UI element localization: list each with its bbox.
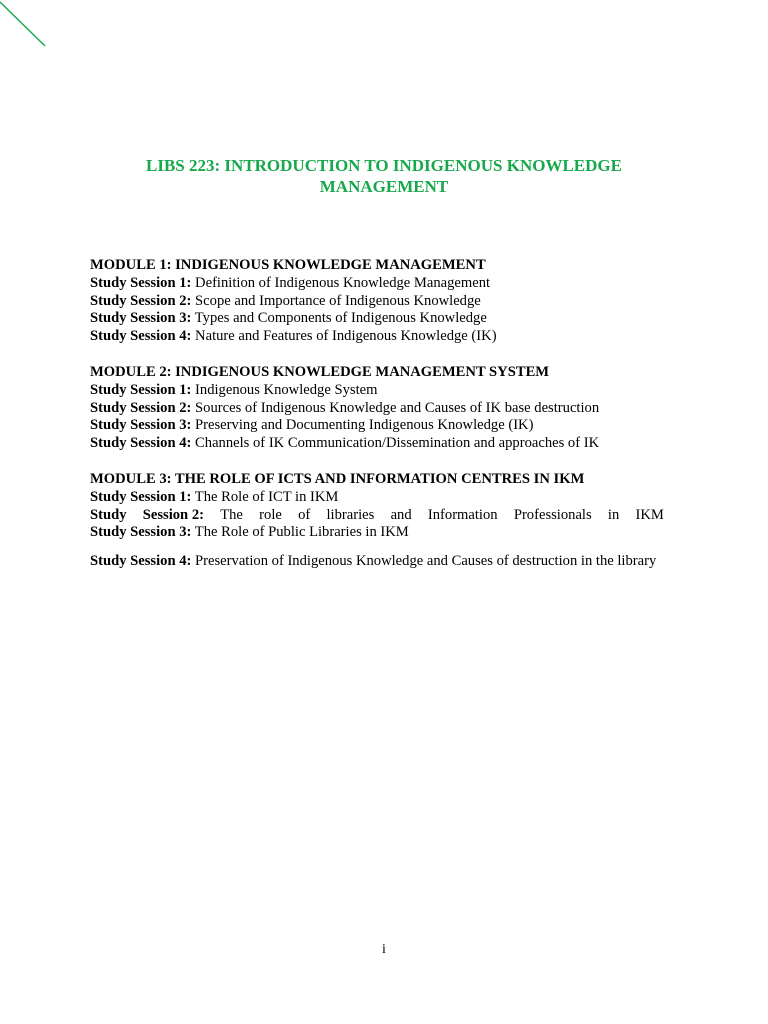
corner-fold-line xyxy=(0,0,50,50)
session-label: Study Session 3: xyxy=(90,524,192,541)
document-title: LIBS 223: INTRODUCTION TO INDIGENOUS KNOWLEDGE MANAGEMENT xyxy=(146,156,622,196)
session-word: libraries xyxy=(326,506,375,523)
session-label: Study Session 4: xyxy=(90,328,192,345)
session-word: in xyxy=(607,506,620,523)
session-label: Study Session 2: xyxy=(90,292,192,309)
module-3-session-2 xyxy=(90,507,664,525)
module-3-session-1 xyxy=(90,489,664,507)
session-word: Professionals xyxy=(513,506,592,523)
module-1-heading: MODULE 1: INDIGENOUS KNOWLEDGE MANAGEMENT xyxy=(90,257,486,273)
module-2-session-1 xyxy=(90,382,664,400)
session-word: of xyxy=(298,506,311,523)
session-title: Types and Components of Indigenous Knowledge xyxy=(194,310,487,327)
module-1-session-3 xyxy=(90,310,664,328)
module-3 xyxy=(90,471,664,571)
module-2-session-4 xyxy=(90,435,664,453)
session-word: Information xyxy=(427,506,498,523)
session-title: The Role of ICT in IKM xyxy=(194,488,339,505)
session-title: Indigenous Knowledge System xyxy=(195,381,378,398)
session-title: Channels of IK Communication/Dissemination and approaches of IK xyxy=(195,435,600,452)
session-word: The xyxy=(220,506,243,523)
session-title: The Role of Public Libraries in IKM xyxy=(194,524,409,541)
session-title: Scope and Importance of Indigenous Knowledge xyxy=(195,292,481,309)
session-title: Sources of Indigenous Knowledge and Causes of IK base destruction xyxy=(195,399,600,416)
module-2 xyxy=(90,364,664,453)
session-label: Study Session 3: xyxy=(90,310,192,327)
module-3-heading: MODULE 3: THE ROLE OF ICTS AND INFORMATION CENTRES IN IKM xyxy=(90,471,585,487)
session-label: Study Session 2: xyxy=(90,399,192,416)
module-1 xyxy=(90,257,664,346)
session-label: Study Session 1: xyxy=(90,488,192,505)
session-title: Preserving and Documenting Indigenous Knowledge (IK) xyxy=(195,417,534,434)
session-title: Preservation of Indigenous Knowledge and Causes of destruction in the library xyxy=(195,553,657,570)
module-3-session-3 xyxy=(90,524,664,542)
module-1-session-4 xyxy=(90,328,664,346)
session-title: Nature and Features of Indigenous Knowledge (IK) xyxy=(195,328,497,345)
session-word: IKM xyxy=(635,506,664,523)
session-title: Definition of Indigenous Knowledge Management xyxy=(195,274,491,291)
module-2-session-2 xyxy=(90,400,664,418)
session-word: and xyxy=(390,506,412,523)
module-2-heading: MODULE 2: INDIGENOUS KNOWLEDGE MANAGEMENT SYSTEM xyxy=(90,364,550,380)
session-label: Study Session 4: xyxy=(90,553,192,570)
session-label: Study Session 1: xyxy=(90,274,192,291)
module-1-session-1 xyxy=(90,275,664,293)
session-label: Study Session 3: xyxy=(90,417,192,434)
session-label-rest: Session 2: xyxy=(142,506,204,523)
session-label: Study Session 4: xyxy=(90,435,192,452)
module-1-session-2 xyxy=(90,293,664,311)
session-label: Study Session 1: xyxy=(90,381,192,398)
module-2-session-3 xyxy=(90,417,664,435)
module-3-session-4 xyxy=(90,553,664,571)
page-number: i xyxy=(382,942,386,957)
session-label-study: Study xyxy=(90,506,127,523)
session-word: role xyxy=(259,506,282,523)
